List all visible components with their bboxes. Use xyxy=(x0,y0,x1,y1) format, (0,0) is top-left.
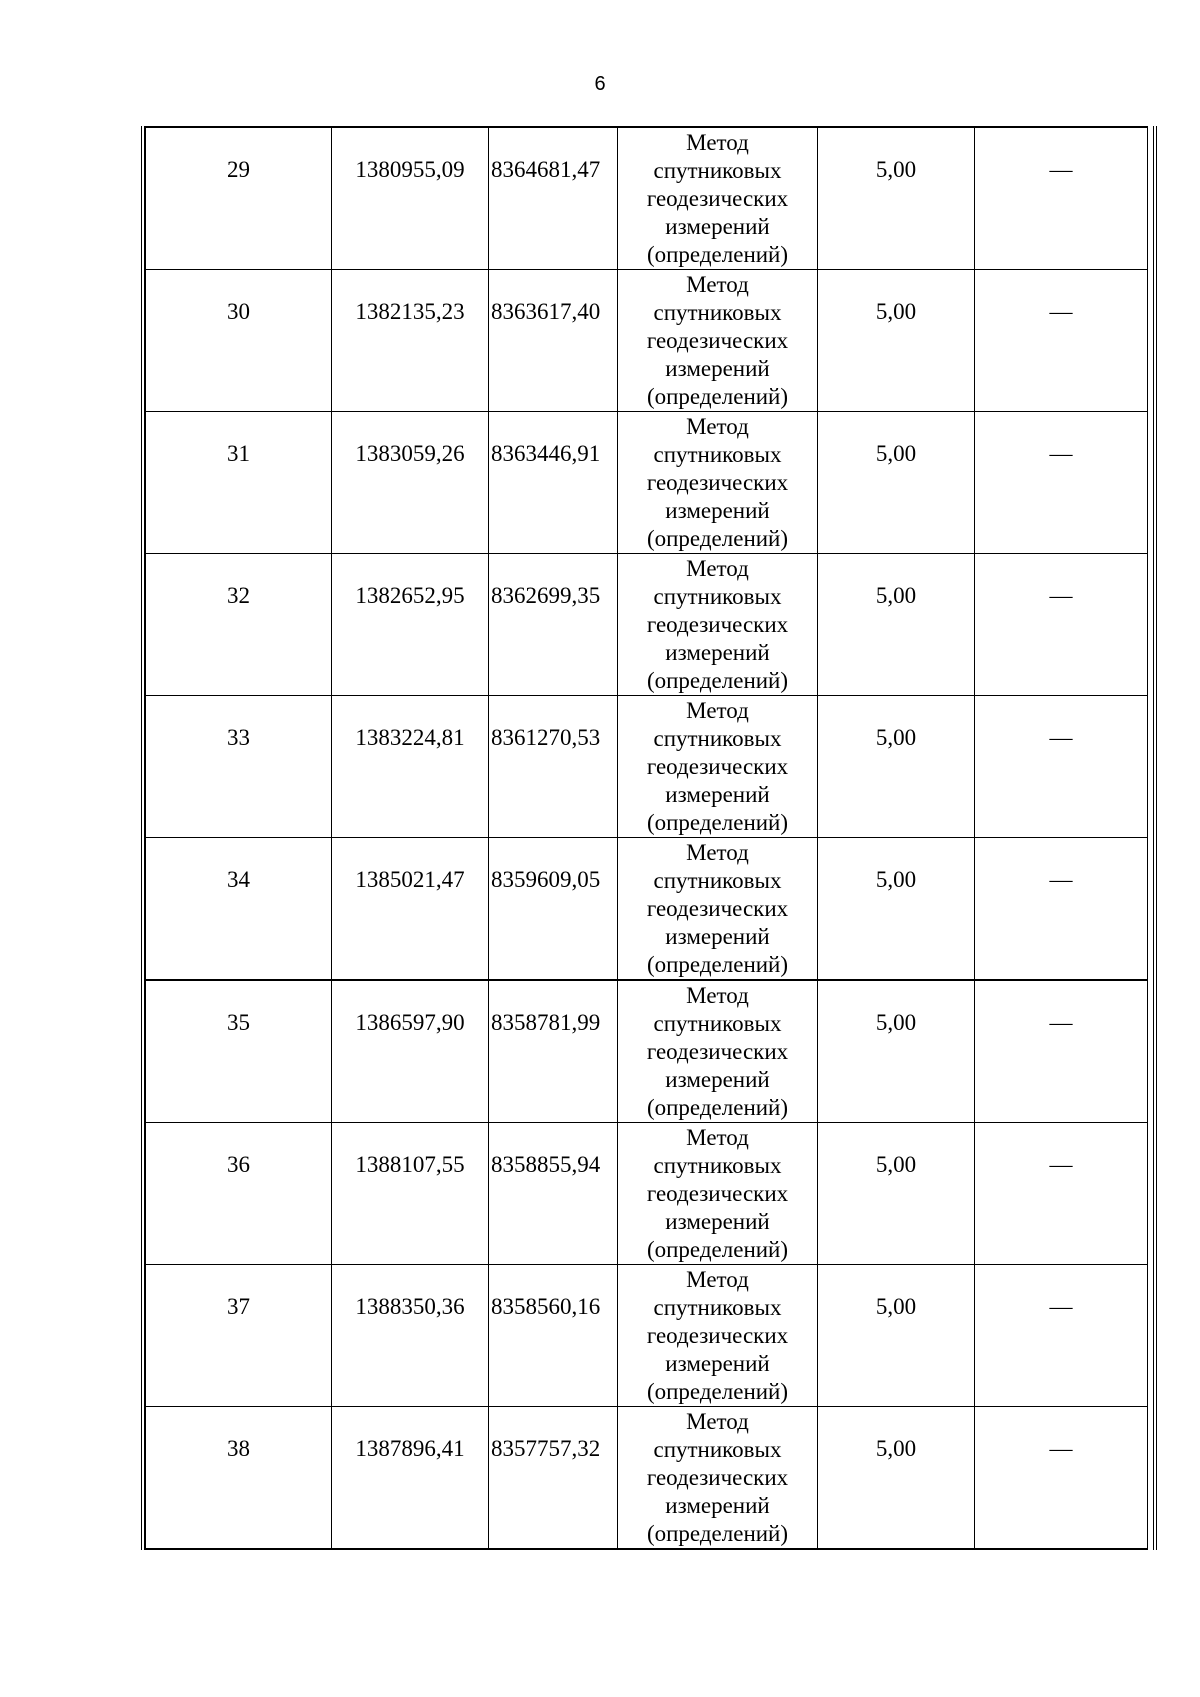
method-line: (определений) xyxy=(646,810,789,835)
method-line: измерений xyxy=(665,498,770,523)
method-line: спутниковых xyxy=(653,1295,782,1320)
method-line: геодезических xyxy=(646,328,789,353)
method-line: геодезических xyxy=(646,470,789,495)
method-line: измерений xyxy=(665,640,770,665)
method-line: геодезических xyxy=(646,1181,789,1206)
point-number-cell: 34 xyxy=(146,838,332,981)
accuracy-cell: 5,00 xyxy=(818,127,975,270)
method-cell xyxy=(618,554,818,696)
method-cell xyxy=(618,412,818,554)
method-line: измерений xyxy=(665,1067,770,1092)
method-line: (определений) xyxy=(646,1237,789,1262)
accuracy-cell: 5,00 xyxy=(818,838,975,981)
method-line: геодезических xyxy=(646,896,789,921)
method-line: спутниковых xyxy=(653,158,782,183)
table-row xyxy=(146,412,1148,554)
accuracy-cell: 5,00 xyxy=(818,1123,975,1265)
method-cell xyxy=(618,127,818,270)
method-line: Метод xyxy=(686,698,749,723)
method-line: измерений xyxy=(665,924,770,949)
accuracy-cell: 5,00 xyxy=(818,554,975,696)
x-coordinate-cell: 1383059,26 xyxy=(332,412,489,554)
method-line: измерений xyxy=(665,782,770,807)
accuracy-cell: 5,00 xyxy=(818,270,975,412)
y-coordinate-cell: 8358781,99 xyxy=(489,980,618,1123)
description-cell: — xyxy=(975,980,1148,1123)
method-cell xyxy=(618,270,818,412)
accuracy-cell: 5,00 xyxy=(818,980,975,1123)
description-cell: — xyxy=(975,1407,1148,1550)
table-row xyxy=(146,1265,1148,1407)
point-number-cell: 33 xyxy=(146,696,332,838)
description-cell: — xyxy=(975,1265,1148,1407)
y-coordinate-cell: 8357757,32 xyxy=(489,1407,618,1550)
point-number-cell: 29 xyxy=(146,127,332,270)
method-line: (определений) xyxy=(646,668,789,693)
method-line: (определений) xyxy=(646,384,789,409)
x-coordinate-cell: 1383224,81 xyxy=(332,696,489,838)
y-coordinate-cell: 8358855,94 xyxy=(489,1123,618,1265)
table-row xyxy=(146,1407,1148,1550)
description-cell: — xyxy=(975,696,1148,838)
method-line: спутниковых xyxy=(653,1011,782,1036)
method-cell xyxy=(618,980,818,1123)
table-row xyxy=(146,554,1148,696)
method-line: (определений) xyxy=(646,952,789,977)
method-line: геодезических xyxy=(646,1039,789,1064)
method-line: спутниковых xyxy=(653,442,782,467)
accuracy-cell: 5,00 xyxy=(818,1265,975,1407)
method-cell xyxy=(618,1265,818,1407)
method-line: спутниковых xyxy=(653,1153,782,1178)
method-cell xyxy=(618,838,818,981)
point-number-cell: 36 xyxy=(146,1123,332,1265)
table-row xyxy=(146,270,1148,412)
point-number-cell: 37 xyxy=(146,1265,332,1407)
method-line: геодезических xyxy=(646,1323,789,1348)
y-coordinate-cell: 8362699,35 xyxy=(489,554,618,696)
y-coordinate-cell: 8363446,91 xyxy=(489,412,618,554)
table-row xyxy=(146,980,1148,1123)
x-coordinate-cell: 1382652,95 xyxy=(332,554,489,696)
table-row xyxy=(146,1123,1148,1265)
method-cell xyxy=(618,1407,818,1550)
y-coordinate-cell: 8361270,53 xyxy=(489,696,618,838)
method-line: измерений xyxy=(665,1493,770,1518)
coordinates-table xyxy=(145,126,1148,1550)
method-line: Метод xyxy=(686,414,749,439)
description-cell: — xyxy=(975,838,1148,981)
x-coordinate-cell: 1387896,41 xyxy=(332,1407,489,1550)
description-cell: — xyxy=(975,554,1148,696)
y-coordinate-cell: 8364681,47 xyxy=(489,127,618,270)
accuracy-cell: 5,00 xyxy=(818,412,975,554)
method-line: геодезических xyxy=(646,754,789,779)
description-cell: — xyxy=(975,127,1148,270)
x-coordinate-cell: 1380955,09 xyxy=(332,127,489,270)
point-number-cell: 30 xyxy=(146,270,332,412)
coordinates-table-frame xyxy=(141,126,1157,1550)
x-coordinate-cell: 1382135,23 xyxy=(332,270,489,412)
x-coordinate-cell: 1388350,36 xyxy=(332,1265,489,1407)
point-number-cell: 35 xyxy=(146,980,332,1123)
method-line: измерений xyxy=(665,1351,770,1376)
y-coordinate-cell: 8359609,05 xyxy=(489,838,618,981)
method-line: Метод xyxy=(686,130,749,155)
method-cell xyxy=(618,1123,818,1265)
table-row xyxy=(146,127,1148,270)
method-line: (определений) xyxy=(646,526,789,551)
description-cell: — xyxy=(975,412,1148,554)
method-line: (определений) xyxy=(646,242,789,267)
method-line: геодезических xyxy=(646,1465,789,1490)
description-cell: — xyxy=(975,270,1148,412)
method-line: спутниковых xyxy=(653,868,782,893)
method-line: геодезических xyxy=(646,612,789,637)
method-line: Метод xyxy=(686,840,749,865)
method-line: спутниковых xyxy=(653,584,782,609)
method-line: Метод xyxy=(686,1267,749,1292)
page-number: 6 xyxy=(594,73,606,95)
method-line: Метод xyxy=(686,1125,749,1150)
x-coordinate-cell: 1388107,55 xyxy=(332,1123,489,1265)
point-number-cell: 31 xyxy=(146,412,332,554)
method-line: Метод xyxy=(686,272,749,297)
accuracy-cell: 5,00 xyxy=(818,1407,975,1550)
description-cell: — xyxy=(975,1123,1148,1265)
method-line: (определений) xyxy=(646,1379,789,1404)
method-line: измерений xyxy=(665,356,770,381)
method-line: измерений xyxy=(665,1209,770,1234)
y-coordinate-cell: 8358560,16 xyxy=(489,1265,618,1407)
x-coordinate-cell: 1385021,47 xyxy=(332,838,489,981)
y-coordinate-cell: 8363617,40 xyxy=(489,270,618,412)
point-number-cell: 32 xyxy=(146,554,332,696)
method-cell xyxy=(618,696,818,838)
method-line: Метод xyxy=(686,983,749,1008)
point-number-cell: 38 xyxy=(146,1407,332,1550)
method-line: геодезических xyxy=(646,186,789,211)
table-row xyxy=(146,838,1148,981)
method-line: измерений xyxy=(665,214,770,239)
x-coordinate-cell: 1386597,90 xyxy=(332,980,489,1123)
method-line: Метод xyxy=(686,1409,749,1434)
accuracy-cell: 5,00 xyxy=(818,696,975,838)
method-line: спутниковых xyxy=(653,1437,782,1462)
table-body xyxy=(146,127,1148,1549)
method-line: спутниковых xyxy=(653,300,782,325)
method-line: (определений) xyxy=(646,1095,789,1120)
method-line: Метод xyxy=(686,556,749,581)
method-line: спутниковых xyxy=(653,726,782,751)
table-row xyxy=(146,696,1148,838)
method-line: (определений) xyxy=(646,1521,789,1546)
